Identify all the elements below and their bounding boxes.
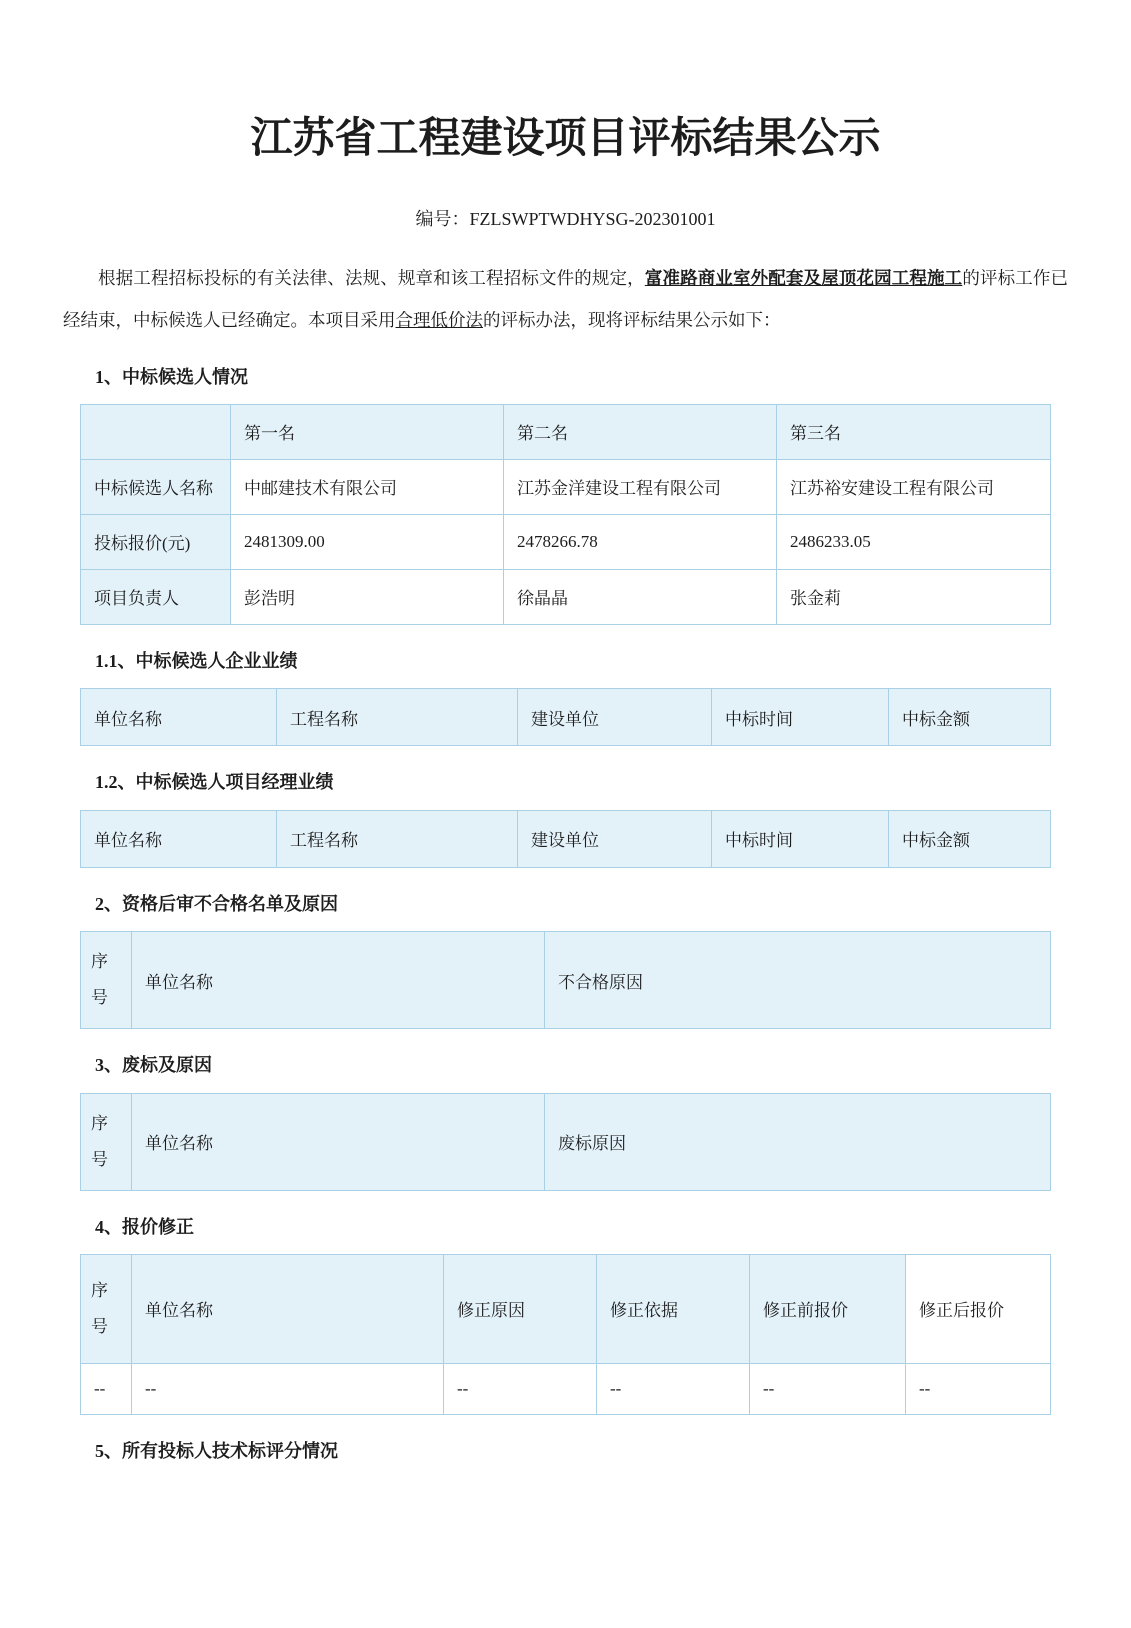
column-header: 单位名称	[132, 1093, 545, 1190]
project-manager-2: 徐晶晶	[504, 569, 777, 624]
empty-cell: --	[750, 1363, 906, 1414]
table-row	[81, 1363, 1051, 1414]
table-row	[81, 404, 1051, 459]
row-label: 中标候选人名称	[81, 459, 231, 514]
column-header: 修正依据	[597, 1254, 750, 1363]
column-header: 建设单位	[518, 810, 712, 867]
section1-2-heading: 1.2、中标候选人项目经理业绩	[95, 772, 334, 793]
table-row	[81, 810, 1051, 867]
column-header: 废标原因	[545, 1093, 1051, 1190]
row-label: 投标报价(元)	[81, 514, 231, 569]
empty-cell: --	[132, 1363, 444, 1414]
column-header: 建设单位	[518, 689, 712, 746]
price-correction-table	[80, 1254, 1051, 1415]
candidate-name-1: 中邮建技术有限公司	[231, 459, 504, 514]
bid-price-2: 2478266.78	[504, 514, 777, 569]
section1-heading: 1、中标候选人情况	[95, 366, 248, 387]
section3-heading: 3、废标及原因	[95, 1055, 212, 1076]
column-header: 单位名称	[132, 1254, 444, 1363]
column-header: 修正前报价	[750, 1254, 906, 1363]
column-header: 不合格原因	[545, 932, 1051, 1029]
column-header: 修正后报价	[906, 1254, 1051, 1363]
enterprise-performance-table	[80, 688, 1051, 746]
section2-heading: 2、资格后审不合格名单及原因	[95, 893, 338, 914]
intro-paragraph	[63, 257, 1068, 341]
section5-heading: 5、所有投标人技术标评分情况	[95, 1440, 338, 1461]
candidate-name-3: 江苏裕安建设工程有限公司	[777, 459, 1051, 514]
column-header: 中标金额	[889, 810, 1051, 867]
rank-2-header: 第二名	[504, 404, 777, 459]
table-row	[81, 459, 1051, 514]
empty-cell: --	[81, 1363, 132, 1414]
evaluation-method: 合理低价法	[395, 309, 483, 330]
winning-candidates-table	[80, 404, 1051, 625]
seq-label: 序号	[91, 1281, 108, 1336]
corner-cell	[81, 404, 231, 459]
column-header: 中标时间	[712, 810, 889, 867]
column-header: 单位名称	[81, 810, 277, 867]
seq-label: 序号	[91, 1113, 108, 1169]
table-row	[81, 514, 1051, 569]
intro-mid: 的评标工作已经结束，中标候选人已经确定。本项目采用	[63, 267, 1069, 330]
bottom-whitespace	[63, 1478, 1068, 1628]
manager-performance-table	[80, 810, 1051, 868]
seq-column-header	[81, 1254, 132, 1363]
rank-3-header: 第三名	[777, 404, 1051, 459]
section4-heading: 4、报价修正	[95, 1216, 194, 1237]
empty-cell: --	[906, 1363, 1051, 1414]
doc-number-line	[63, 205, 1068, 231]
seq-label: 序号	[91, 952, 108, 1008]
project-manager-3: 张金莉	[777, 569, 1051, 624]
rank-1-header: 第一名	[231, 404, 504, 459]
column-header: 修正原因	[444, 1254, 597, 1363]
section1-1-heading: 1.1、中标候选人企业业绩	[95, 650, 298, 671]
intro-tail: 的评标办法，现将评标结果公示如下：	[483, 309, 781, 330]
seq-column-header	[81, 1093, 132, 1190]
seq-column-header	[81, 932, 132, 1029]
column-header: 中标时间	[712, 689, 889, 746]
table-row	[81, 1093, 1051, 1190]
project-manager-1: 彭浩明	[231, 569, 504, 624]
table-row	[81, 932, 1051, 1029]
column-header: 工程名称	[277, 810, 518, 867]
candidate-name-2: 江苏金洋建设工程有限公司	[504, 459, 777, 514]
column-header: 中标金额	[889, 689, 1051, 746]
column-header: 工程名称	[277, 689, 518, 746]
row-label: 项目负责人	[81, 569, 231, 624]
empty-cell: --	[597, 1363, 750, 1414]
unqualified-bidders-table	[80, 931, 1051, 1029]
table-row	[81, 1254, 1051, 1363]
rejected-bids-table	[80, 1093, 1051, 1191]
column-header: 单位名称	[132, 932, 545, 1029]
empty-cell: --	[444, 1363, 597, 1414]
project-name: 富准路商业室外配套及屋顶花园工程施工	[644, 267, 963, 288]
bid-price-1: 2481309.00	[231, 514, 504, 569]
doc-number-value: FZLSWPTWDHYSG-202301001	[469, 208, 716, 229]
column-header: 单位名称	[81, 689, 277, 746]
bid-price-3: 2486233.05	[777, 514, 1051, 569]
table-row	[81, 689, 1051, 746]
doc-number-label: 编号：	[415, 208, 470, 229]
table-row	[81, 569, 1051, 624]
intro-lead: 根据工程招标投标的有关法律、法规、规章和该工程招标文件的规定，	[98, 267, 645, 288]
page-title: 江苏省工程建设项目评标结果公示	[250, 116, 881, 162]
